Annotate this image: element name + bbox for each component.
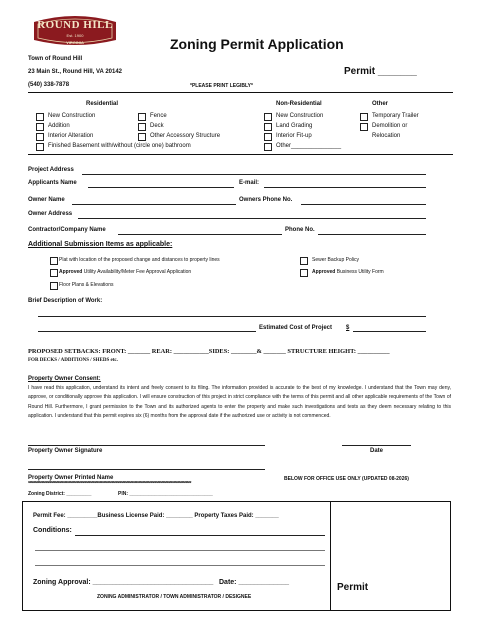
checkbox-interior-alteration[interactable]: [36, 133, 44, 141]
label-finished-basement: Finished Basement with/without (circle one) bathroom: [48, 143, 191, 149]
conditions-label: Conditions:: [33, 527, 72, 534]
pin-field: PIN: ______________________________: [118, 491, 213, 497]
estimated-cost-dollar: $: [346, 325, 350, 331]
conditions-line-2[interactable]: [35, 550, 325, 551]
description-line-2[interactable]: [38, 331, 256, 332]
estimated-cost-label: Estimated Cost of Project: [259, 325, 333, 331]
print-legibly: *PLEASE PRINT LEGIBLY*: [190, 83, 253, 89]
signature-date-field[interactable]: [342, 445, 411, 446]
permit-box: [330, 501, 451, 611]
fees-line: Permit Fee: _________Business License Paid: ________ Property Taxes Paid: _______: [33, 513, 279, 519]
label-addition: Addition: [48, 123, 70, 129]
contractor-field[interactable]: [118, 234, 282, 235]
checkbox-finished-basement[interactable]: [36, 143, 44, 151]
checkbox-land-grading[interactable]: [264, 123, 272, 131]
office-use-label: BELOW FOR OFFICE USE ONLY (UPDATED 08-2026): [284, 476, 409, 482]
phone-field[interactable]: [318, 234, 426, 235]
date-label: Date: [370, 448, 384, 454]
checkbox-nr-other[interactable]: [264, 143, 272, 151]
setbacks-line: PROPOSED SETBACKS: FRONT: _______ REAR: ___________SIDES: ________& _______ STRUCTURE HEIGHT: __________: [28, 348, 390, 355]
checkbox-demolition[interactable]: [360, 123, 368, 131]
conditions-line-3[interactable]: [35, 565, 325, 566]
checkbox-utility-approval[interactable]: [50, 269, 58, 277]
label-business-utility: [312, 269, 384, 275]
business-utility-text: Business Utility Form: [335, 269, 384, 275]
checkbox-floor-plans[interactable]: [50, 282, 58, 290]
label-temporary-trailer: Temporary Trailer: [372, 113, 419, 119]
zoning-district: Zoning District: _________: [28, 491, 92, 497]
estimated-cost-field[interactable]: [353, 331, 426, 332]
town-logo: [30, 10, 120, 48]
checkbox-deck[interactable]: [138, 123, 146, 131]
checkbox-accessory-structure[interactable]: [138, 133, 146, 141]
utility-approval-text: Utility Availability/Meter Fee Approval Application: [82, 269, 192, 275]
logo-name: ROUND HILL: [37, 19, 113, 31]
owner-printed-name-field[interactable]: [28, 469, 265, 470]
owner-signature-label: Property Owner Signature: [28, 448, 103, 454]
label-interior-fitup: Interior Fit-up: [276, 133, 312, 139]
other-heading: Other: [372, 101, 389, 107]
approval-date: Date: _____________: [219, 579, 290, 586]
description-line-1[interactable]: [38, 316, 426, 317]
setbacks-note: FOR DECKS / ADDITIONS / SHEDS etc.: [28, 358, 118, 363]
checkbox-addition[interactable]: [36, 123, 44, 131]
checkbox-fence[interactable]: [138, 113, 146, 121]
approved-word: Approved: [59, 269, 83, 275]
nonresidential-heading: Non-Residential: [276, 101, 322, 107]
owner-address-field[interactable]: [78, 218, 426, 219]
checkbox-sewer-backup[interactable]: [300, 257, 308, 265]
owner-name-label: Owner Name: [28, 197, 65, 203]
contractor-label: Contractor/Company Name: [28, 227, 106, 233]
project-address-label: Project Address: [28, 167, 74, 173]
label-plat: Plat with location of the proposed change and distances to property lines: [59, 257, 220, 263]
checkbox-nr-new-construction[interactable]: [264, 113, 272, 121]
applicants-name-label: Applicants Name: [28, 180, 77, 186]
permit-number-label: Permit _______: [344, 66, 417, 77]
label-demolition: Demolition or: [372, 123, 408, 129]
label-accessory-structure: Other Accessory Structure: [150, 133, 221, 139]
checkbox-temporary-trailer[interactable]: [360, 113, 368, 121]
town-address: 23 Main St., Round Hill, VA 20142: [28, 69, 123, 75]
brief-description-label: Brief Description of Work:: [28, 298, 103, 304]
consent-text: I have read this application, understand its intent and freely consent to its filing. The information provided is accurate to the best of my knowledge. I understand that the Town may deny, approve, or conditionally approve this application. I will ensure construction of this project in strict compliance with the terms of this permit and all other applicable requirements of the Town of Round Hill. Furthermore, I grant permission to the Town and its authorized agents to enter the property and make such investigations and tests as they deem necessary relating to this application. I understand that this permit expires six (6) months from the approval date if the authorized use or activity is not commenced.: [28, 385, 451, 419]
additional-heading: Additional Submission Items as applicable:: [28, 241, 173, 248]
phone-label: Phone No.: [285, 227, 315, 233]
applicants-name-field[interactable]: [88, 187, 234, 188]
approved-word: Approved: [312, 269, 336, 275]
approval-box: [22, 501, 331, 611]
logo-state: VIRGINIA: [66, 40, 84, 45]
residential-heading: Residential: [86, 101, 119, 107]
label-floor-plans: Floor Plans & Elevations: [59, 282, 114, 288]
checkbox-new-construction[interactable]: [36, 113, 44, 121]
owners-phone-label: Owners Phone No.: [239, 197, 293, 203]
logo-est: Est. 1900: [66, 33, 84, 38]
consent-heading: Property Owner Consent:: [28, 376, 101, 382]
label-relocation: Relocation: [372, 133, 401, 139]
label-land-grading: Land Grading: [276, 123, 313, 129]
header-divider: [28, 92, 453, 93]
categories-divider: [28, 154, 453, 155]
label-sewer-backup: Sewer Backup Policy: [312, 257, 359, 263]
owner-name-field[interactable]: [72, 204, 236, 205]
administrator-label: ZONING ADMINISTRATOR / TOWN ADMINISTRATOR / DESIGNEE: [97, 594, 252, 600]
label-deck: Deck: [150, 123, 164, 129]
checkbox-interior-fitup[interactable]: [264, 133, 272, 141]
owner-signature-field[interactable]: [28, 445, 265, 446]
owner-address-label: Owner Address: [28, 211, 73, 217]
checkbox-plat[interactable]: [50, 257, 58, 265]
label-nr-new-construction: New Construction: [276, 113, 324, 119]
checkbox-business-utility[interactable]: [300, 269, 308, 277]
conditions-line-1[interactable]: [75, 535, 325, 536]
page-title: Zoning Permit Application: [170, 36, 344, 52]
email-field[interactable]: [264, 187, 426, 188]
permit-box-label: Permit: [337, 582, 369, 593]
office-separator: *************************************************************************************************************************: [28, 481, 191, 487]
label-nr-other: Other_______________: [276, 143, 342, 149]
label-interior-alteration: Interior Alteration: [48, 133, 94, 139]
email-label: E-mail:: [239, 180, 260, 186]
project-address-field[interactable]: [82, 174, 426, 175]
town-phone: (540) 338-7878: [28, 82, 70, 88]
owner-printed-name-label: Property Owner Printed Name: [28, 475, 114, 481]
zoning-approval-line: Zoning Approval: _______________________________: [33, 579, 214, 586]
label-fence: Fence: [150, 113, 167, 119]
label-new-construction: New Construction: [48, 113, 96, 119]
label-utility-approval: [59, 269, 191, 275]
town-name: Town of Round Hill: [28, 56, 83, 62]
owners-phone-field[interactable]: [301, 204, 426, 205]
